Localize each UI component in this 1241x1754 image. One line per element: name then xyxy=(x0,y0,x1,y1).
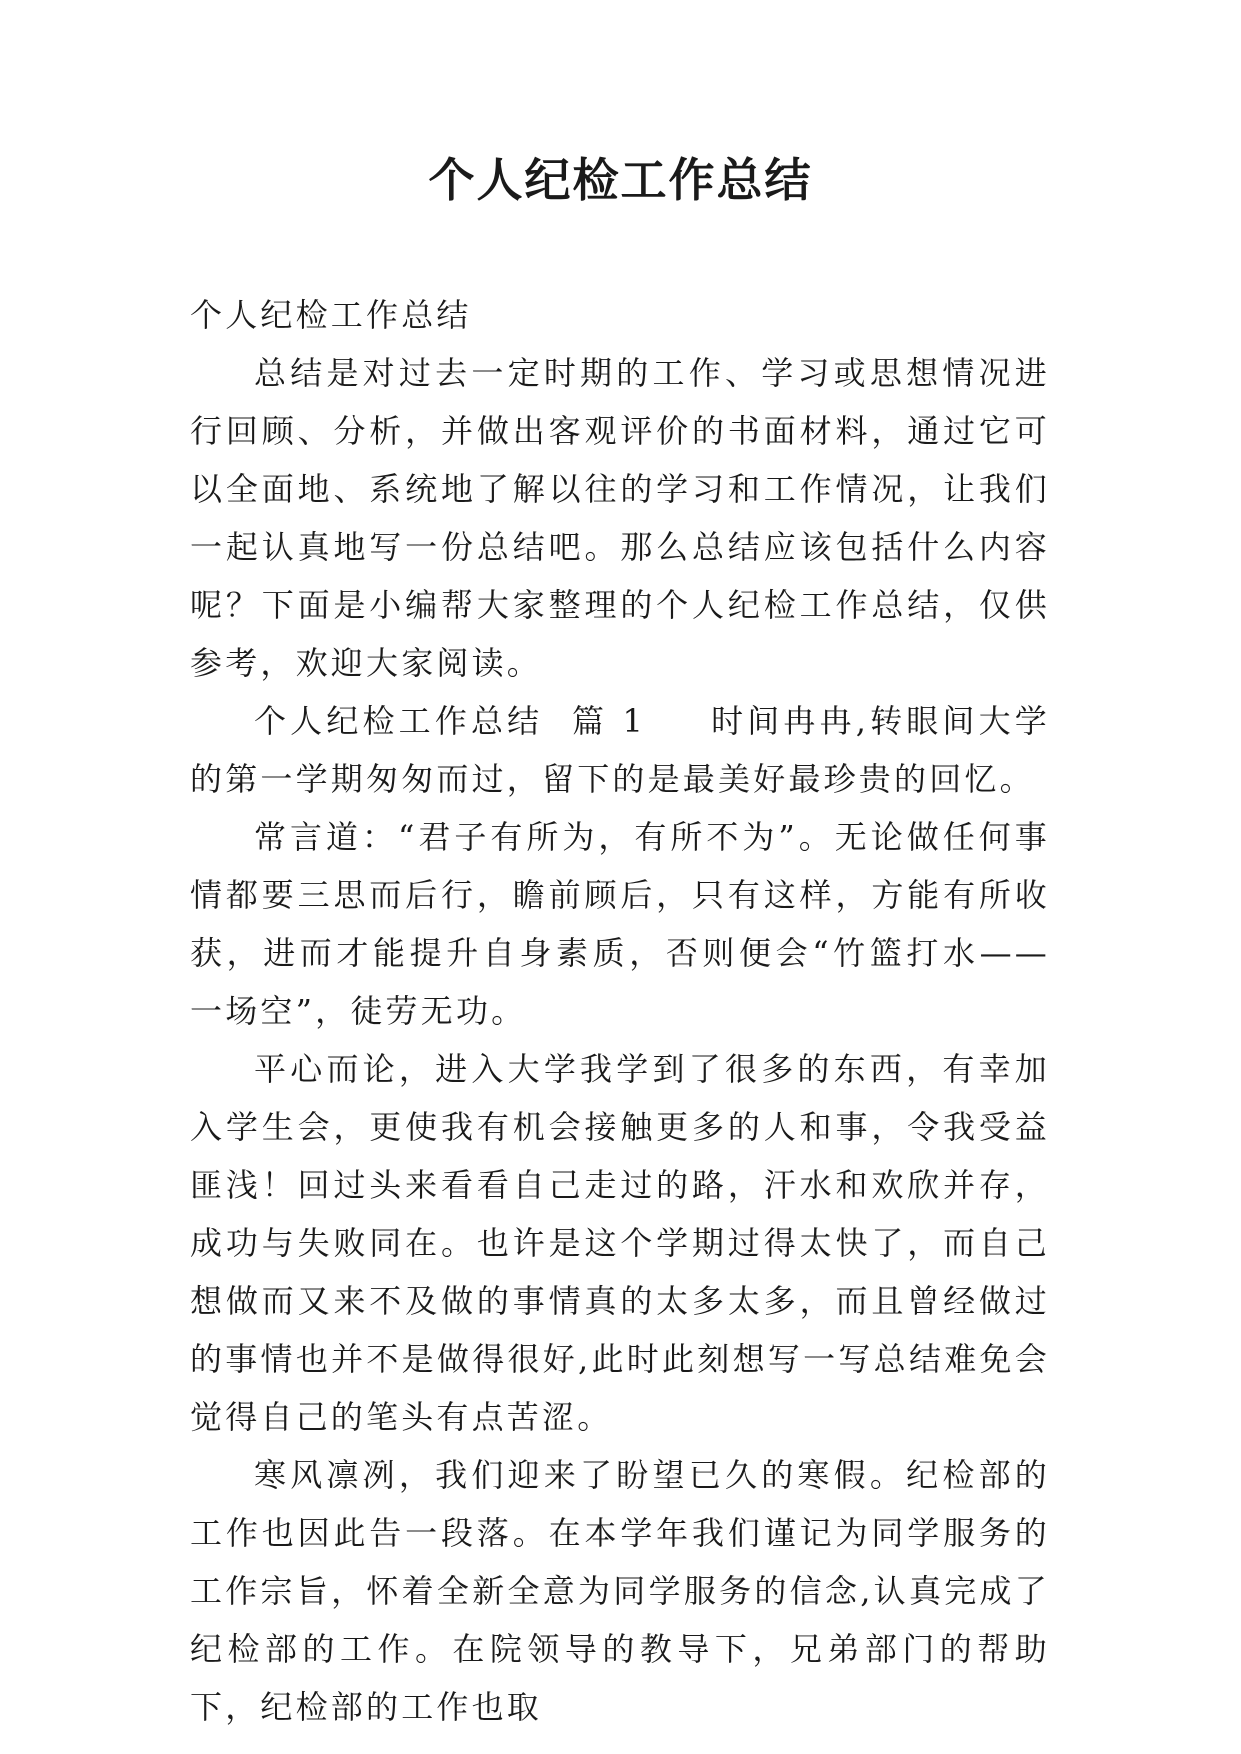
section-paragraph xyxy=(190,692,1050,808)
body-paragraph: 寒风凛冽，我们迎来了盼望已久的寒假。纪检部的工作也因此告一段落。在本学年我们谨记为同学服务的工作宗旨，怀着全新全意为同学服务的信念,认真完成了纪检部的工作。在院领导的教导下，兄弟部门的帮助下，纪检部的工作也取 xyxy=(190,1456,1050,1726)
section-first-paragraph: 时间冉冉,转眼间大学的第一学期匆匆而过，留下的是最美好最珍贵的回忆。 xyxy=(190,702,1050,798)
document-body xyxy=(190,286,1050,1736)
body-paragraph: 常言道：“君子有所为，有所不为”。无论做任何事情都要三思而后行，瞻前顾后，只有这样，方能有所收获，进而才能提升自身素质，否则便会“竹篮打水——一场空”，徒劳无功。 xyxy=(190,818,1050,1030)
document-title: 个人纪检工作总结 xyxy=(428,153,813,207)
document-subtitle: 个人纪检工作总结 xyxy=(190,296,472,334)
section-heading: 个人纪检工作总结 篇 1 xyxy=(254,702,647,740)
intro-paragraph: 总结是对过去一定时期的工作、学习或思想情况进行回顾、分析，并做出客观评价的书面材料，通过它可以全面地、系统地了解以往的学习和工作情况，让我们一起认真地写一份总结吧。那么总结应该包括什么内容呢？下面是小编帮大家整理的个人纪检工作总结，仅供参考，欢迎大家阅读。 xyxy=(190,354,1050,682)
body-paragraph: 平心而论，进入大学我学到了很多的东西，有幸加入学生会，更使我有机会接触更多的人和事，令我受益匪浅！回过头来看看自己走过的路，汗水和欢欣并存，成功与失败同在。也许是这个学期过得太快了，而自己想做而又来不及做的事情真的太多太多，而且曾经做过的事情也并不是做得很好,此时此刻想写一写总结难免会觉得自己的笔头有点苦涩。 xyxy=(190,1050,1050,1436)
